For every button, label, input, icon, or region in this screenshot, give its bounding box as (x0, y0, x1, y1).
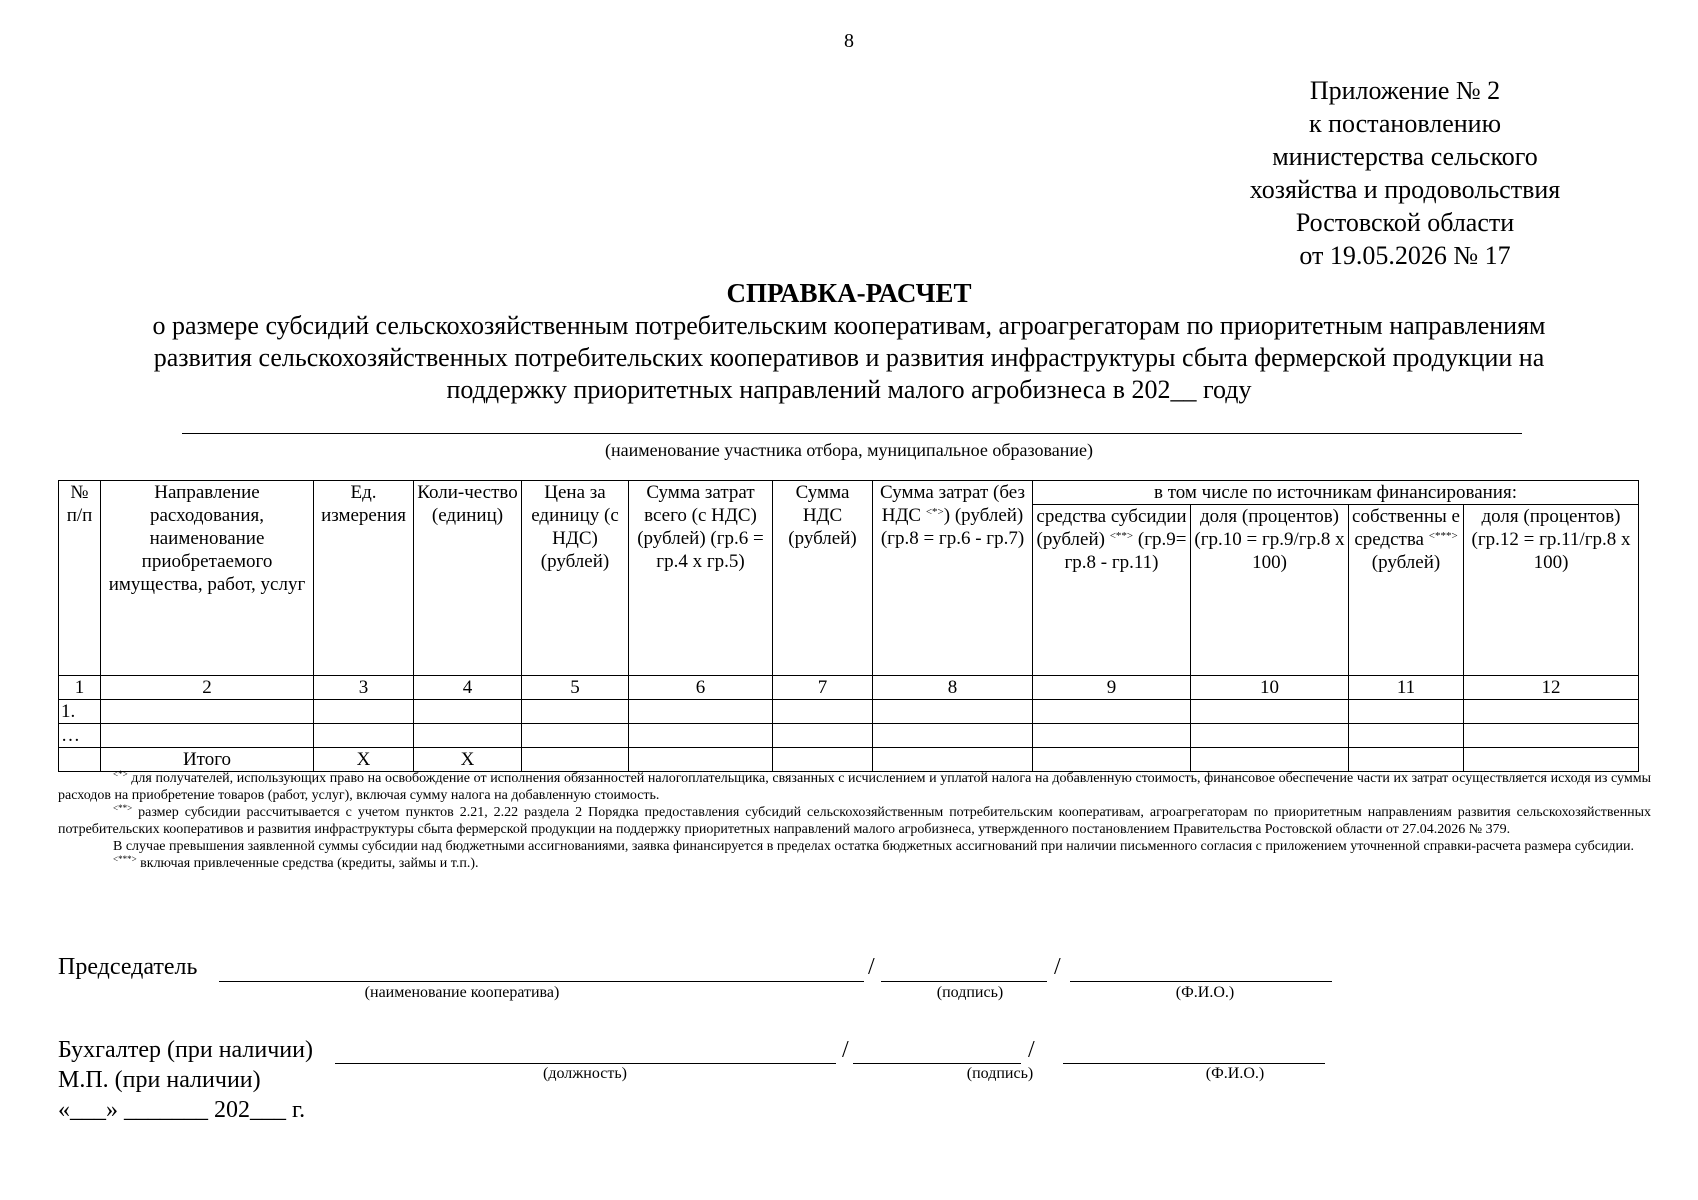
signature-caption: (подпись) (936, 984, 1004, 1001)
column-number: 8 (873, 676, 1033, 700)
table-cell (1464, 700, 1639, 724)
position-line (335, 1063, 836, 1064)
separator-slash: / (868, 954, 875, 980)
participant-name-caption: (наименование участника отбора, муниципальное образование) (604, 440, 1094, 460)
table-cell (1349, 748, 1464, 772)
table-header-row (59, 481, 1639, 505)
header-direction: Направление расходования, наименование приобретаемого имущества, работ, услуг (101, 481, 314, 676)
appendix-line: министерства сельского (1272, 142, 1538, 171)
column-number: 11 (1349, 676, 1464, 700)
fio-line (1063, 1063, 1325, 1064)
footnote-mark: <***> (1428, 530, 1458, 542)
appendix-line: Приложение № 2 (1309, 76, 1501, 105)
footnote-mark: <*> (113, 769, 128, 779)
table-cell (59, 748, 101, 772)
appendix-block (1175, 74, 1635, 272)
header-vat: Сумма НДС (рублей) (773, 481, 873, 676)
chairman-label: Председатель (58, 954, 198, 980)
subtitle-line: развития сельскохозяйственных потребительских кооперативов и развития инфраструктуры сбыта фермерской продукции на (153, 343, 1545, 372)
fio-caption: (Ф.И.О.) (1205, 1065, 1265, 1082)
table-cell (773, 724, 873, 748)
fio-caption: (Ф.И.О.) (1175, 984, 1235, 1001)
table-cell (1349, 700, 1464, 724)
column-number: 2 (101, 676, 314, 700)
table-cell (1033, 748, 1191, 772)
total-unit-x: X (314, 748, 414, 772)
header-total-without-vat: Сумма затрат (без НДС <*>) (рублей) (гр.8 = гр.6 - гр.7) (873, 481, 1033, 676)
column-number: 10 (1191, 676, 1349, 700)
document-title: СПРАВКА-РАСЧЕТ (726, 278, 972, 308)
table-row (59, 724, 1639, 748)
table-cell (873, 724, 1033, 748)
subtitle-line: поддержку приоритетных направлений малого агробизнеса в 202__ году (446, 375, 1252, 404)
document-subtitle (50, 310, 1648, 406)
header-subsidy: средства субсидии (рублей) <**> (гр.9= гр.8 - гр.11) (1033, 505, 1191, 676)
subtitle-line: о размере субсидий сельскохозяйственным потребительским кооперативам, агроагрегаторам по приоритетным направлениям (152, 311, 1546, 340)
table-cell (414, 700, 522, 724)
footnote: <***> включая привлеченные средства (кредиты, займы и т.п.). (113, 854, 479, 871)
column-number: 5 (522, 676, 629, 700)
table-cell (773, 748, 873, 772)
column-number: 7 (773, 676, 873, 700)
table-cell (1349, 724, 1464, 748)
table-cell (101, 700, 314, 724)
table-total-row (59, 748, 1639, 772)
table-cell (1464, 724, 1639, 748)
header-financing-sources: в том числе по источникам финансирования: (1033, 481, 1639, 505)
separator-slash: / (1028, 1037, 1035, 1063)
table-cell (1191, 700, 1349, 724)
header-unit: Ед. измерения (314, 481, 414, 676)
column-number: 4 (414, 676, 522, 700)
participant-name-line (182, 433, 1522, 434)
date-line: «___» _______ 202___ г. (58, 1097, 306, 1123)
table-cell (629, 724, 773, 748)
table-cell (873, 700, 1033, 724)
position-caption: (должность) (543, 1065, 627, 1082)
page-number: 8 (844, 30, 854, 52)
table-cell (522, 724, 629, 748)
table-cell (629, 700, 773, 724)
appendix-line: от 19.05.2026 № 17 (1299, 241, 1511, 270)
table-cell (101, 724, 314, 748)
fio-line (1070, 981, 1332, 982)
accountant-label: Бухгалтер (при наличии) (58, 1037, 313, 1063)
table-cell (1191, 724, 1349, 748)
stamp-label: М.П. (при наличии) (58, 1067, 261, 1093)
footnote-mark: <***> (113, 854, 137, 864)
header-num: № п/п (59, 481, 101, 676)
footnote: <**> размер субсидии рассчитывается с учетом пунктов 2.21, 2.22 раздела 2 Порядка предоставления субсидий сельскохозяйственным потребительским кооперативам, агроагрегаторам по приоритетным направлениям развития сельскохозяйственных потребительских кооперативов и развития инфраструктуры сбыта фермерской продукции на поддержку приоритетных направлений малого агробизнеса, утвержденного постановлением Правительства Ростовской области от 27.04.2026 № 379. (58, 803, 1651, 837)
table-cell (522, 748, 629, 772)
table-cell (1464, 748, 1639, 772)
header-total-with-vat: Сумма затрат всего (с НДС) (рублей) (гр.6 = гр.4 x гр.5) (629, 481, 773, 676)
footnote-mark: <*> (925, 506, 944, 518)
header-own-funds: собственны е средства <***> (рублей) (1349, 505, 1464, 676)
footnote-mark: <**> (113, 803, 133, 813)
signature-caption: (подпись) (966, 1065, 1034, 1082)
column-number-row (59, 676, 1639, 700)
header-price: Цена за единицу (с НДС) (рублей) (522, 481, 629, 676)
row-number: 1. (59, 700, 101, 724)
table-cell (414, 724, 522, 748)
total-label: Итого (101, 748, 314, 772)
header-own-share: доля (процентов) (гр.12 = гр.11/гр.8 x 100) (1464, 505, 1639, 676)
separator-slash: / (1054, 954, 1061, 980)
organization-line (219, 981, 864, 982)
column-number: 1 (59, 676, 101, 700)
footnote: В случае превышения заявленной суммы субсидии над бюджетными ассигнованиями, заявка финансируется в пределах остатка бюджетных ассигнований при наличии письменного согласия с приложением уточненной справки-расчета размера субсидии. (113, 839, 1635, 854)
header-subsidy-share: доля (процентов) (гр.10 = гр.9/гр.8 x 100) (1191, 505, 1349, 676)
calculation-table (58, 480, 1639, 772)
footnote-mark: <**> (1109, 530, 1134, 542)
table-cell (522, 700, 629, 724)
appendix-line: хозяйства и продовольствия (1249, 175, 1561, 204)
column-number: 3 (314, 676, 414, 700)
table-cell (1191, 748, 1349, 772)
table-cell (1033, 700, 1191, 724)
appendix-line: Ростовской области (1295, 208, 1515, 237)
total-quantity-x: X (414, 748, 522, 772)
column-number: 9 (1033, 676, 1191, 700)
table-cell (314, 700, 414, 724)
table-cell (873, 748, 1033, 772)
table-cell (629, 748, 773, 772)
header-quantity: Коли-чество (единиц) (414, 481, 522, 676)
table-cell (314, 724, 414, 748)
footnote: <*> для получателей, использующих право на освобождение от исполнения обязанностей налогоплательщика, связанных с исчислением и уплатой налога на добавленную стоимость, финансовое обеспечение части их затрат осуществляется исходя из суммы расходов на приобретение товаров (работ, услуг), включая сумму налога на добавленную стоимость. (58, 769, 1651, 803)
table-cell (1033, 724, 1191, 748)
footnotes (58, 770, 1651, 872)
signature-line (853, 1063, 1021, 1064)
appendix-line: к постановлению (1308, 109, 1502, 138)
column-number: 12 (1464, 676, 1639, 700)
column-number: 6 (629, 676, 773, 700)
organization-caption: (наименование кооператива) (364, 984, 560, 1001)
signature-line (881, 981, 1047, 982)
separator-slash: / (842, 1037, 849, 1063)
row-number: … (59, 724, 101, 748)
table-cell (773, 700, 873, 724)
table-row (59, 700, 1639, 724)
